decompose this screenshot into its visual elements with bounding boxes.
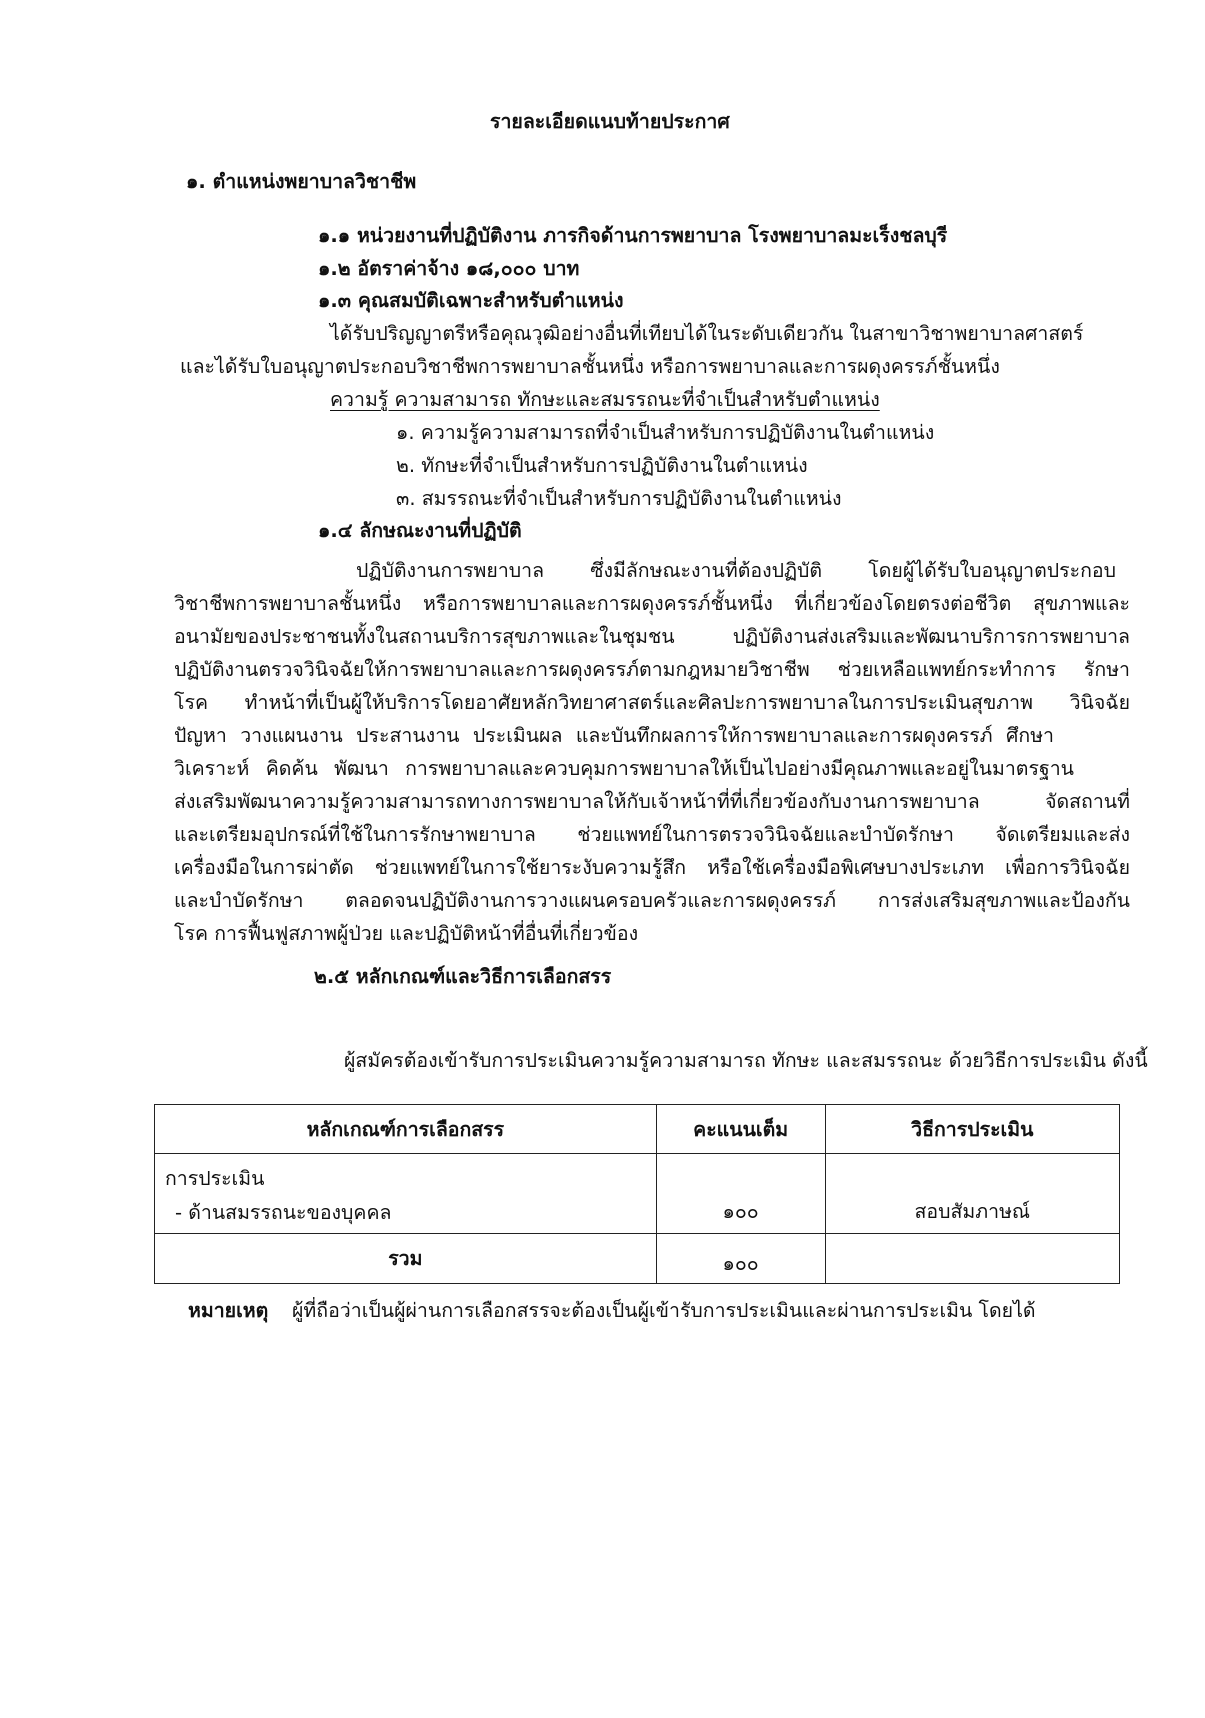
score-cell: ๑๐๐ [656, 1154, 825, 1234]
duty-line: ปฏิบัติงานตรวจวินิจฉัยให้การพยาบาลและการผดุงครรภ์ตามกฎหมายวิชาชีพ ช่วยเหลือแพทย์กระทำการ รักษา [174, 658, 1130, 681]
duty-line: ปัญหา วางแผนงาน ประสานงาน ประเมินผล และบันทึกผลการให้การพยาบาลและการผดุงครรภ์ ศึกษา [174, 724, 1054, 747]
duty-line: วิชาชีพการพยาบาลชั้นหนึ่ง หรือการพยาบาลและการผดุงครรภ์ชั้นหนึ่ง ที่เกี่ยวข้องโดยตรงต่อชีวิต สุขภาพและ [174, 592, 1130, 615]
table-header-row [155, 1105, 1120, 1154]
total-label: รวม [155, 1234, 657, 1284]
duty-line: เครื่องมือในการผ่าตัด ช่วยแพทย์ในการใช้ยาระงับความรู้สึก หรือใช้เครื่องมือพิเศษบางประเภท เพื่อการวินิจฉัย [174, 856, 1130, 879]
competency-item: ๑. ความรู้ความสามารถที่จำเป็นสำหรับการปฏิบัติงานในตำแหน่ง [396, 421, 935, 444]
duty-line: และเตรียมอุปกรณ์ที่ใช้ในการรักษาพยาบาล ช่วยแพทย์ในการตรวจวินิจฉัยและบำบัดรักษา จัดเตรียมและส่ง [174, 823, 1130, 846]
subsection-1-1: ๑.๑ หน่วยงานที่ปฏิบัติงาน ภารกิจด้านการพยาบาล โรงพยาบาลมะเร็งชลบุรี [318, 224, 948, 247]
column-header: หลักเกณฑ์การเลือกสรร [155, 1105, 657, 1154]
subsection-2-5: ๒.๕ หลักเกณฑ์และวิธีการเลือกสรร [314, 965, 612, 988]
duty-line: โรค ทำหน้าที่เป็นผู้ให้บริการโดยอาศัยหลักวิทยาศาสตร์และศิลปะการพยาบาลในการประเมินสุขภาพ วินิจฉัย [174, 691, 1130, 714]
assessment-intro: ผู้สมัครต้องเข้ารับการประเมินความรู้ความสามารถ ทักษะ และสมรรถนะ ด้วยวิธีการประเมิน ดังนี้ [344, 1049, 1148, 1072]
qualification-line-2: และได้รับใบอนุญาตประกอบวิชาชีพการพยาบาลชั้นหนึ่ง หรือการพยาบาลและการผดุงครรภ์ชั้นหนึ่ง [180, 355, 1000, 378]
competency-heading: ความรู้ ความสามารถ ทักษะและสมรรถนะที่จำเป็นสำหรับตำแหน่ง [330, 388, 880, 411]
note-label: หมายเหตุ [188, 1299, 269, 1322]
total-score: ๑๐๐ [656, 1234, 825, 1284]
qualification-line-1: ได้รับปริญญาตรีหรือคุณวุฒิอย่างอื่นที่เทียบได้ในระดับเดียวกัน ในสาขาวิชาพยาบาลศาสตร์ [330, 322, 1084, 345]
column-header: คะแนนเต็ม [656, 1105, 825, 1154]
empty-cell [825, 1234, 1119, 1284]
subsection-1-2: ๑.๒ อัตราค่าจ้าง ๑๘,๐๐๐ บาท [318, 257, 580, 280]
note-text: ผู้ที่ถือว่าเป็นผู้ผ่านการเลือกสรรจะต้องเป็นผู้เข้ารับการประเมินและผ่านการประเมิน โดยได้ [292, 1299, 1036, 1322]
competency-item: ๒. ทักษะที่จำเป็นสำหรับการปฏิบัติงานในตำแหน่ง [396, 454, 808, 477]
table-row [155, 1154, 1120, 1234]
column-header: วิธีการประเมิน [825, 1105, 1119, 1154]
duty-line: และบำบัดรักษา ตลอดจนปฏิบัติงานการวางแผนครอบครัวและการผดุงครรภ์ การส่งเสริมสุขภาพและป้องกัน [174, 889, 1130, 912]
competency-item: ๓. สมรรถนะที่จำเป็นสำหรับการปฏิบัติงานในตำแหน่ง [396, 487, 842, 510]
subsection-1-3: ๑.๓ คุณสมบัติเฉพาะสำหรับตำแหน่ง [318, 289, 624, 312]
duty-line: ปฏิบัติงานการพยาบาล ซึ่งมีลักษณะงานที่ต้องปฏิบัติ โดยผู้ได้รับใบอนุญาตประกอบ [356, 559, 1116, 582]
method-cell: สอบสัมภาษณ์ [825, 1154, 1119, 1234]
table-total-row [155, 1234, 1120, 1284]
criteria-sub-item: - ด้านสมรรถนะของบุคคล [175, 1201, 392, 1224]
duty-line: อนามัยของประชาชนทั้งในสถานบริการสุขภาพและในชุมชน ปฏิบัติงานส่งเสริมและพัฒนาบริการการพยาบาล [174, 625, 1130, 648]
selection-criteria-table [154, 1104, 1120, 1284]
duty-line: วิเคราะห์ คิดค้น พัฒนา การพยาบาลและควบคุมการพยาบาลให้เป็นไปอย่างมีคุณภาพและอยู่ในมาตรฐาน [174, 757, 1074, 780]
criteria-cell [155, 1154, 657, 1234]
duty-line: โรค การฟื้นฟูสภาพผู้ป่วย และปฏิบัติหน้าที่อื่นที่เกี่ยวข้อง [174, 922, 639, 945]
subsection-1-4: ๑.๔ ลักษณะงานที่ปฏิบัติ [318, 519, 522, 542]
duty-line: ส่งเสริมพัฒนาความรู้ความสามารถทางการพยาบาลให้กับเจ้าหน้าที่ที่เกี่ยวข้องกับงานการพยาบาล จัดสถานที่ [174, 790, 1130, 813]
section-heading: ๑. ตำแหน่งพยาบาลวิชาชีพ [186, 170, 417, 193]
document-title: รายละเอียดแนบท้ายประกาศ [490, 110, 730, 133]
criteria-label: การประเมิน [165, 1167, 265, 1190]
